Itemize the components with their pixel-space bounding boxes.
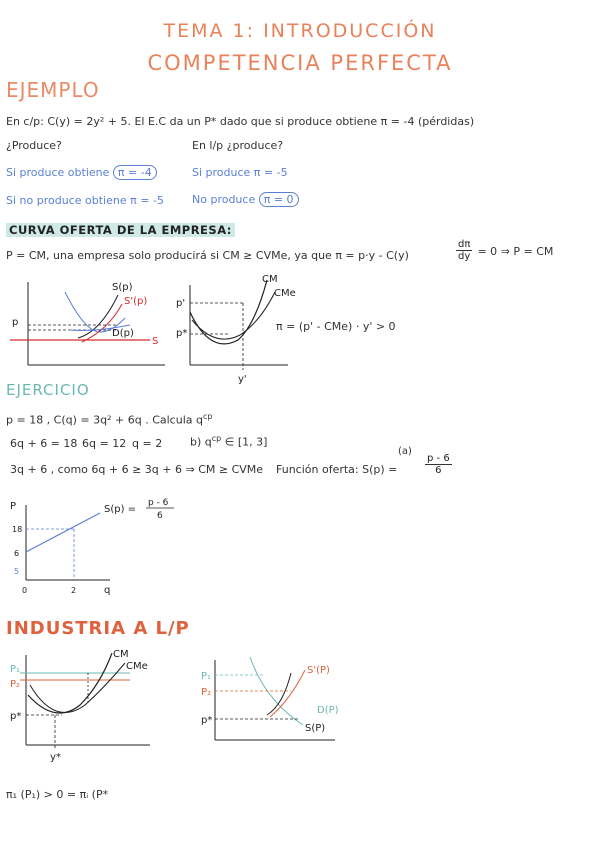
- answer-no-produce-lp: [192, 193, 299, 206]
- tick-x2: 2: [71, 586, 77, 595]
- question-short-run: ¿Produce?: [6, 139, 62, 152]
- industry-market-graph: [195, 645, 365, 750]
- ind-label-p1: P₁: [10, 664, 21, 675]
- axis-q: q: [104, 585, 111, 596]
- curva-heading: [6, 219, 235, 238]
- page-title-line2: COMPETENCIA PERFECTA: [147, 51, 453, 75]
- answer-produce-cp-text: Si produce obtiene: [6, 166, 110, 179]
- cme-curve: [192, 292, 275, 339]
- mkt-label-s: S(P): [305, 723, 326, 734]
- page-title-line1: TEMA 1: INTRODUCCIÓN: [163, 20, 437, 42]
- graph-s-den: 6: [157, 511, 163, 521]
- supply-function-num: p - 6: [427, 453, 450, 464]
- label-s-prime: S'(p): [124, 296, 148, 307]
- answer-no-produce-cp: Si no produce obtiene π = -5: [6, 194, 164, 207]
- tick-18: 18: [12, 525, 23, 534]
- supply-function-frac: [425, 453, 452, 476]
- answer-produce-lp: Si produce π = -5: [192, 166, 288, 179]
- ind-label-p-star: p*: [10, 711, 22, 722]
- derivative-num: dπ: [458, 239, 471, 250]
- ejercicio-heading: EJERCICIO: [6, 381, 90, 399]
- industry-cm-curve: [28, 653, 112, 713]
- eq3: q = 2: [132, 437, 163, 450]
- tick-x0: 0: [22, 586, 28, 595]
- label-s-axis: S: [152, 336, 159, 347]
- ind-label-cm: CM: [113, 649, 129, 660]
- industria-heading: INDUSTRIA A L/P: [6, 618, 190, 639]
- supply-function-mark: (a): [398, 446, 412, 457]
- label-cm: CM: [262, 274, 278, 285]
- industry-cme-curve: [30, 663, 125, 713]
- ejercicio-line1: [6, 412, 212, 427]
- industria-bottom: π₁ (P₁) > 0 = πᵢ (P*: [6, 788, 109, 801]
- industry-cost-graph: [0, 645, 180, 770]
- derivative-result: = 0 ⇒ P = CM: [477, 245, 554, 258]
- curva-line: P = CM, una empresa solo producirá si CM ≥ CVMe, ya que π = p·y - C(y): [6, 249, 409, 262]
- supply-function-den: 6: [435, 465, 442, 476]
- question-long-run: En l/p ¿produce?: [192, 139, 284, 152]
- answer-produce-cp: [6, 166, 157, 179]
- mkt-label-p1: P₁: [201, 671, 212, 682]
- label-y-prime: y': [238, 374, 247, 385]
- graph-s-num: p - 6: [148, 498, 169, 508]
- graph-s-label: S(p) =: [104, 504, 137, 515]
- label-s: S(p): [112, 282, 133, 293]
- derivative: [456, 239, 553, 262]
- supply-graph: [0, 270, 180, 375]
- derivative-den: dy: [458, 251, 471, 262]
- tick-5: 5: [14, 567, 20, 576]
- tick-6: 6: [14, 549, 20, 558]
- ejercicio-line3: 3q + 6 , como 6q + 6 ≥ 3q + 6 ⇒ CM ≥ CVMe: [10, 463, 264, 476]
- mkt-label-s-prime: S'(P): [307, 665, 330, 676]
- eq2: 6q = 12: [82, 437, 127, 450]
- mkt-label-p2: P₂: [201, 687, 212, 698]
- ind-label-p2: P₂: [10, 679, 21, 690]
- label-p-prime: p': [176, 298, 186, 309]
- part-b: [190, 434, 267, 449]
- profit-formula: π = (p' - CMe) · y' > 0: [276, 320, 396, 333]
- answer-no-produce-lp-pill: π = 0: [259, 192, 299, 207]
- ejemplo-heading: EJEMPLO: [6, 78, 100, 102]
- part-b-sup: cp: [211, 434, 222, 443]
- axis-p: P: [10, 501, 17, 512]
- curva-heading-text: CURVA OFERTA DE LA EMPRESA:: [6, 223, 235, 237]
- answer-produce-cp-pill: π = -4: [113, 165, 157, 180]
- part-b-label: b) q: [190, 435, 212, 449]
- ejercicio-line1-text: p = 18 , C(q) = 3q² + 6q . Calcula q: [6, 413, 203, 427]
- ejercicio-line1-sup: cp: [202, 412, 213, 421]
- part-b-rest: ∈ [1, 3]: [224, 435, 268, 449]
- ind-label-cme: CMe: [126, 661, 148, 672]
- label-cme: CMe: [274, 288, 296, 299]
- label-d: D(p): [112, 328, 134, 339]
- mkt-label-d: D(P): [317, 705, 339, 716]
- supply-prime-curve: [270, 670, 305, 717]
- ejemplo-statement: En c/p: C(y) = 2y² + 5. El E.C da un P* dado que si produce obtiene π = -4 (pérdidas): [6, 115, 475, 128]
- answer-no-produce-lp-text: No produce: [192, 193, 256, 206]
- eq1: 6q + 6 = 18: [10, 437, 78, 450]
- mkt-label-p-star: p*: [201, 715, 213, 726]
- supply-line: [26, 513, 100, 552]
- supply-function-label: Función oferta: S(p) =: [276, 463, 398, 476]
- label-p-star: p*: [176, 328, 188, 339]
- label-p: p: [12, 317, 19, 328]
- exercise-graph: [0, 495, 180, 600]
- ind-label-y-star: y*: [50, 752, 61, 763]
